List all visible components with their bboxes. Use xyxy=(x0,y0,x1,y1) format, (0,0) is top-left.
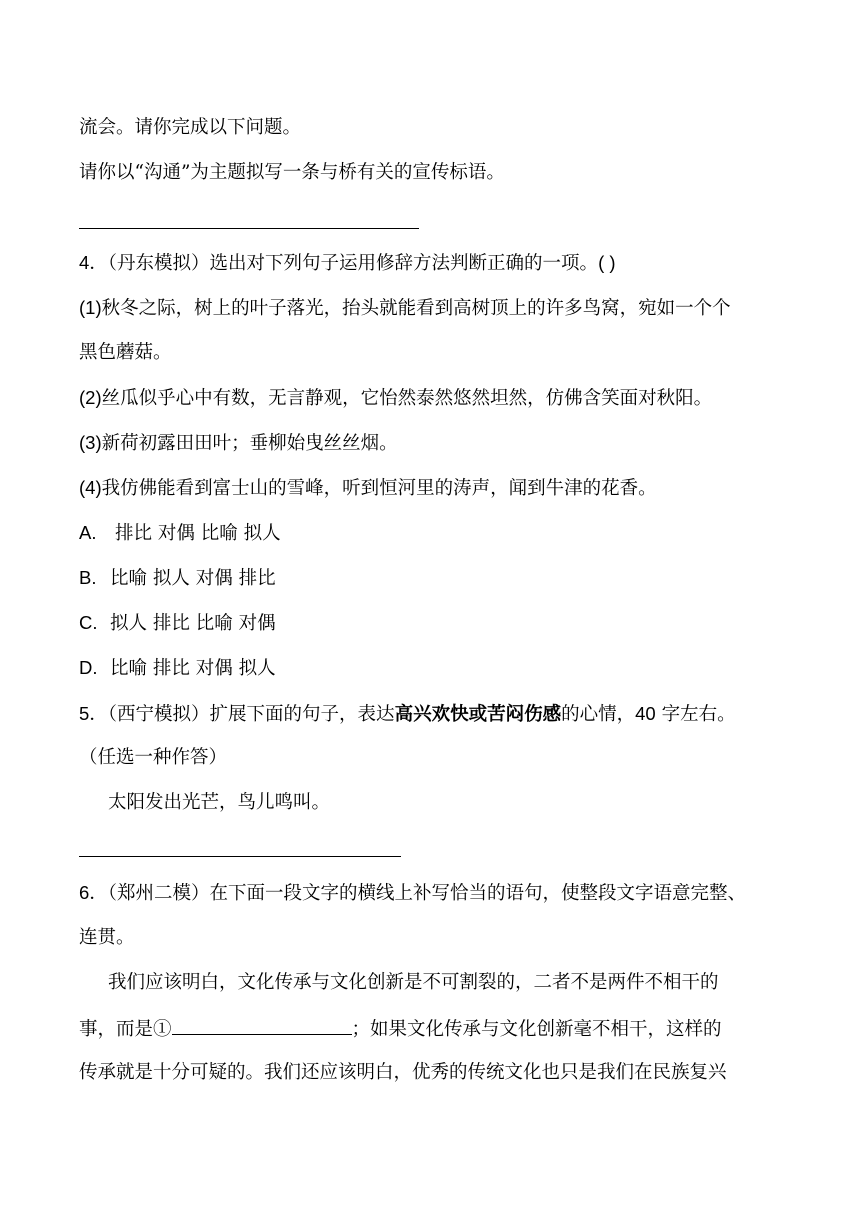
option-text: 比喻 排比 对偶 拟人 xyxy=(110,658,276,679)
answer-blank-line[interactable] xyxy=(79,228,419,229)
option-b[interactable] xyxy=(79,566,789,591)
paragraph-text: 事，而是① xyxy=(79,1019,172,1040)
option-label: B. xyxy=(79,567,97,588)
sentence-text: 我仿佛能看到富士山的雪峰，听到恒河里的涛声，闻到牛津的花香。 xyxy=(101,478,657,499)
answer-paren[interactable]: ( ) xyxy=(598,252,616,273)
option-a[interactable] xyxy=(79,521,789,546)
question-5-stem xyxy=(79,702,789,727)
question-number: 6 xyxy=(79,882,90,903)
sentence-text: 新荷初露田田叶；垂柳始曳丝丝烟。 xyxy=(101,433,398,454)
question-6-stem-cont: 连贯。 xyxy=(79,927,135,948)
question-number: 5 xyxy=(79,703,90,724)
given-sentence: 太阳发出光芒，鸟儿鸣叫。 xyxy=(108,792,331,813)
fill-in-blank-1[interactable] xyxy=(172,1016,352,1035)
sentence-1-line-a xyxy=(79,296,789,321)
question-text: ．（西宁模拟）扩展下面的句子，表达 xyxy=(89,704,395,725)
sentence-3 xyxy=(79,431,789,456)
option-label: C. xyxy=(79,612,98,633)
sentence-label: (2) xyxy=(79,387,102,408)
paragraph-line: 我们应该明白，文化传承与文化创新是不可割裂的，二者不是两件不相干的 xyxy=(108,972,719,993)
paragraph-text: ；如果文化传承与文化创新毫不相干，这样的 xyxy=(351,1019,722,1040)
paragraph-line: 传承就是十分可疑的。我们还应该明白，优秀的传统文化也只是我们在民族复兴 xyxy=(79,1062,727,1083)
question-5-note: （任选一种作答） xyxy=(79,747,228,768)
sentence-1-line-b: 黑色蘑菇。 xyxy=(79,342,172,363)
sentence-2 xyxy=(79,386,789,411)
text-line: 流会。请你完成以下问题。 xyxy=(79,117,302,138)
emphasis-text: 高兴欢快或苦闷伤感 xyxy=(394,704,562,725)
option-label: D. xyxy=(79,657,98,678)
sentence-4 xyxy=(79,476,789,501)
sentence-label: (4) xyxy=(79,477,102,498)
question-6-stem xyxy=(79,881,789,906)
sentence-label: (1) xyxy=(79,297,102,318)
sentence-label: (3) xyxy=(79,432,102,453)
option-d[interactable] xyxy=(79,656,789,681)
question-4-stem xyxy=(79,251,789,276)
question-text: 的心情， xyxy=(561,704,636,725)
question-text: ．（郑州二模）在下面一段文字的横线上补写恰当的语句，使整段文字语意完整、 xyxy=(89,883,747,904)
answer-blank-line[interactable] xyxy=(79,856,401,857)
option-c[interactable] xyxy=(79,611,789,636)
option-label: A. xyxy=(79,522,97,543)
question-number: 4 xyxy=(79,252,90,273)
option-text: 拟人 排比 比喻 对偶 xyxy=(110,613,276,634)
sentence-text: 秋冬之际，树上的叶子落光，抬头就能看到高树顶上的许多鸟窝，宛如一个个 xyxy=(101,298,731,319)
option-text: 排比 对偶 比喻 拟人 xyxy=(115,523,281,544)
question-text: 字左右。 xyxy=(661,704,736,725)
word-count: 40 xyxy=(635,703,656,724)
sentence-text: 丝瓜似乎心中有数，无言静观，它怡然泰然悠然坦然，仿佛含笑面对秋阳。 xyxy=(101,388,713,409)
question-text: ．（丹东模拟）选出对下列句子运用修辞方法判断正确的一项。 xyxy=(89,253,599,274)
text-line: 请你以“沟通”为主题拟写一条与桥有关的宣传标语。 xyxy=(79,162,505,183)
option-text: 比喻 拟人 对偶 排比 xyxy=(110,568,276,589)
paragraph-line xyxy=(79,1016,789,1042)
